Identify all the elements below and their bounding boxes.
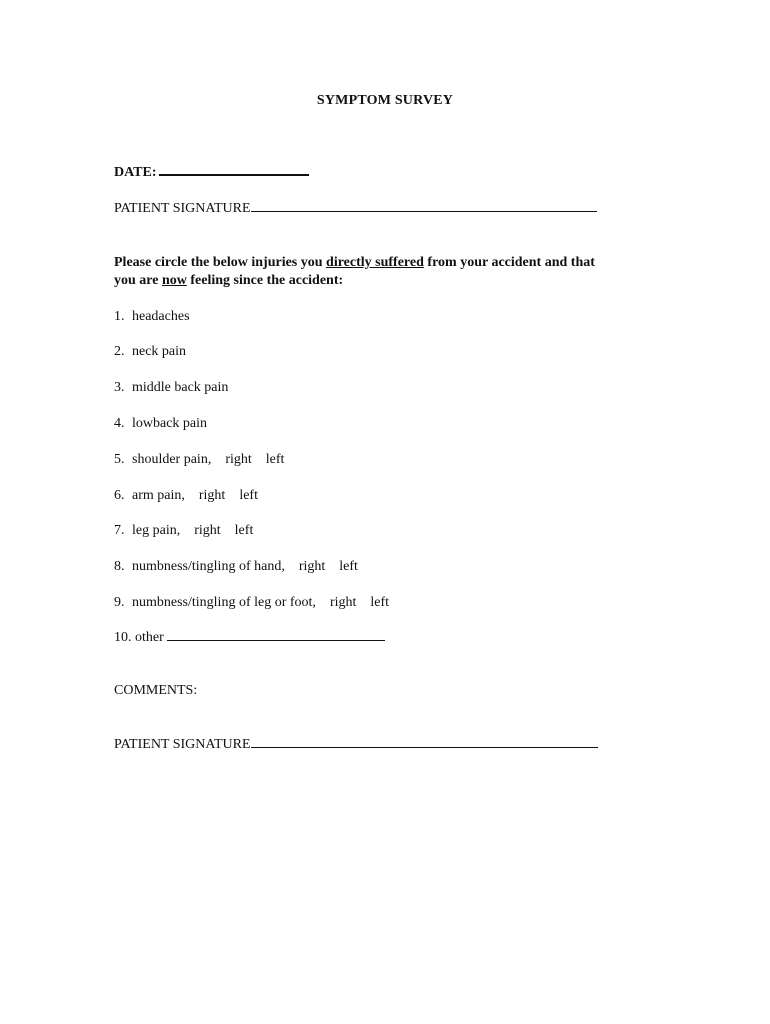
item-number: 8. <box>114 559 125 574</box>
side-left-option[interactable]: left <box>239 488 258 503</box>
item-text: neck pain <box>132 344 187 359</box>
date-field[interactable] <box>159 173 309 176</box>
item-text: lowback pain <box>132 416 208 431</box>
item-number: 1. <box>114 309 125 324</box>
signature-label: PATIENT SIGNATURE <box>114 737 251 752</box>
item-number: 3. <box>114 380 125 395</box>
date-line <box>114 165 309 181</box>
list-item <box>114 559 358 575</box>
item-number: 2. <box>114 344 125 359</box>
item-text: middle back pain <box>132 380 229 395</box>
signature-field[interactable] <box>251 746 598 748</box>
instructions <box>114 254 595 290</box>
item-text[interactable]: leg pain, <box>132 523 181 538</box>
item-text[interactable]: arm pain, <box>132 488 185 503</box>
item-text: headaches <box>132 309 190 324</box>
item-number: 4. <box>114 416 125 431</box>
side-right-option[interactable]: right <box>198 488 226 503</box>
item-number: 6. <box>114 488 125 503</box>
comments-label: COMMENTS: <box>114 683 198 698</box>
item-number: 5. <box>114 452 125 467</box>
patient-signature-line <box>114 201 597 217</box>
side-right-option[interactable]: right <box>194 523 221 538</box>
side-left-option[interactable]: left <box>370 595 390 610</box>
item-number: 7. <box>114 523 125 538</box>
other-label: 10. other <box>114 630 164 645</box>
instructions-text: Please circle the below injuries you <box>114 255 327 270</box>
page-title: SYMPTOM SURVEY <box>316 93 454 108</box>
instructions-line-1 <box>114 254 595 272</box>
side-right-option[interactable]: right <box>225 452 252 467</box>
instructions-line-2 <box>114 272 595 290</box>
other-field[interactable] <box>167 639 385 641</box>
instructions-text: you are <box>114 273 162 288</box>
instructions-text: from your accident and that <box>423 255 595 270</box>
list-item[interactable] <box>114 309 190 325</box>
item-number: 9. <box>114 595 125 610</box>
other-line <box>114 630 385 646</box>
instructions-emphasis: now <box>161 273 187 288</box>
list-item <box>114 595 389 611</box>
signature-label: PATIENT SIGNATURE <box>114 201 251 216</box>
side-left-option[interactable]: left <box>265 452 285 467</box>
patient-signature-line-2 <box>114 737 598 753</box>
instructions-text: feeling since the accident: <box>186 273 344 288</box>
list-item[interactable] <box>114 344 186 360</box>
item-text[interactable]: shoulder pain, <box>132 452 212 467</box>
list-item <box>114 523 253 539</box>
item-text[interactable]: numbness/tingling of leg or foot, <box>132 595 316 610</box>
signature-field[interactable] <box>251 210 597 212</box>
side-left-option[interactable]: left <box>234 523 254 538</box>
list-item[interactable] <box>114 416 207 432</box>
instructions-emphasis: directly suffered <box>326 255 424 270</box>
date-label: DATE: <box>114 165 157 180</box>
list-item <box>114 452 284 468</box>
list-item <box>114 488 258 504</box>
side-right-option[interactable]: right <box>298 559 326 574</box>
side-left-option[interactable]: left <box>339 559 358 574</box>
item-text[interactable]: numbness/tingling of hand, <box>132 559 285 574</box>
list-item[interactable] <box>114 380 228 396</box>
side-right-option[interactable]: right <box>329 595 357 610</box>
